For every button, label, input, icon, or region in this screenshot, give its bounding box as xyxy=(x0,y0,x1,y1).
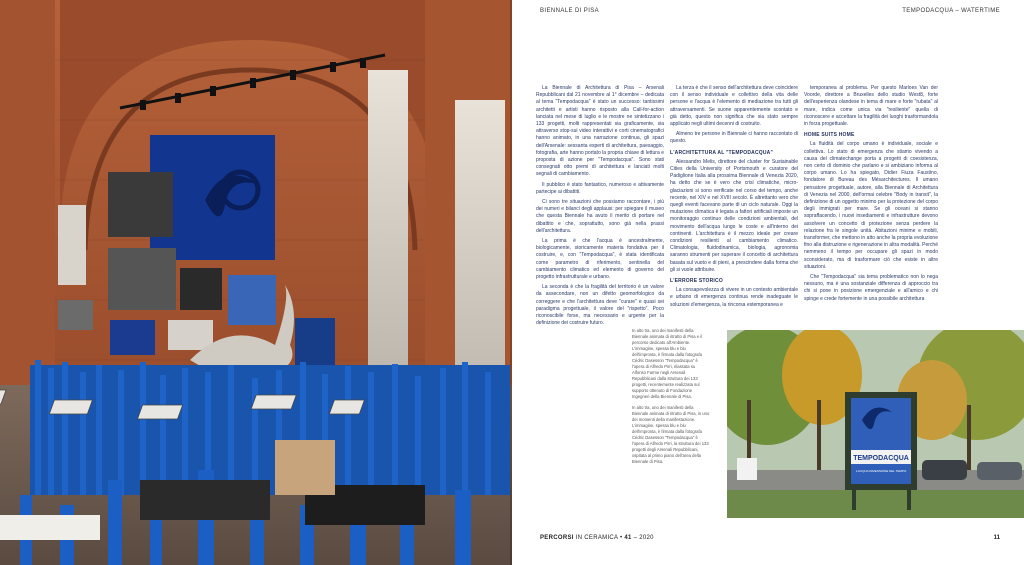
subheading: L'ARCHITETTURA AL "TEMPODACQUA" xyxy=(670,149,774,156)
issue-year: 2020 xyxy=(639,535,654,541)
wall-photo xyxy=(228,275,276,325)
text-column-1 xyxy=(536,85,664,325)
blue-pole-installation xyxy=(30,360,510,495)
photo-captions xyxy=(632,328,710,498)
magazine-name-rest: IN CERAMICA xyxy=(573,535,619,541)
window xyxy=(368,70,408,400)
subheading: HOME SUITS HOME xyxy=(804,132,855,139)
street-poster-photo xyxy=(727,330,1024,518)
car xyxy=(922,460,967,480)
magazine-name: PERCORSI xyxy=(540,535,574,541)
grass xyxy=(727,490,1024,518)
text-column-2 xyxy=(670,85,798,340)
running-header-right: TEMPODACQUA – WATERTIME xyxy=(902,8,1000,14)
wall-photo xyxy=(108,248,176,310)
text-column-3 xyxy=(804,85,938,315)
page-number: 11 xyxy=(993,535,1000,541)
paragraph: La seconda è che la fragilità del territorio è un valore da assecondare, non un difetto geomorfologico da correggere e che l'architettura deve "curare" e quasi sei paradigma progettuale, il valore del "rispetto". Poco riconoscibile forse, ma necessario e urgente per la definizione dei costruire futuro. xyxy=(536,284,664,325)
paragraph: La fluidità del corpo umano è individuale, sociale e collettiva. Lo stato di emergenza che stiamo vivendo a causa del climatechange porta a progetti di coesistenza, non certo di dominio che parlano e si ambiziano informa al corpo umano. Lo ha spiegato, Didier Fiuza Faustino, fondatore di Bureau des Mésarchitectures. Il umano pensatore progettuale, autore, alla Biennale di Architettura di Venezia nel 2000, dell'ormai celebre "Body in transit", la definizione di un oggetto minimo per la protezione del corpo degli immigrati per mare. Se gli oceani si stanno sopraffacendo, i nuovi insediamenti e infrastrutture devono assolvere un concetto di protezione senza perdere la relazione fra le singole unità. Abitazioni minime e mobili, transformer, che mettono in atto anche la propria evoluzione fino alla distruzione e rigenerazione in altra modalità. Perché nemmeno il tempo per occupare gli spazi in modo sconsiderato, ma di trasformare ciò che esiste in altre situazioni. xyxy=(804,141,938,270)
paragraph: Ci sono tre situazioni che possiamo raccontare, i più dei numeri e bilanci degli applausi: per spiegare il museo che questa Biennale ha avuto il merito di portare nel dibattito e che, soprattutto, sono già nella prassi dell'architettura. xyxy=(536,199,664,234)
car xyxy=(977,462,1022,480)
paragraph: La Biennale di Architettura di Pisa – Arsenali Repubblicani dal 21 novembre al 1° dicembre – dedicata al tema "Tempodacqua" è stato un successo: tantissimi architetti e artisti hanno risposto alla Call-for-action lanciata nel mese di luglio e le mostre ne sintetizzano i 133 progetti, molti rappresentati sia graficamente, sia attraverso stop-sui video interattivi e corti cinematografici hanno animato, in una narrazione continua, gli spazi dell'Arsenale: sessanta esperti di architettura, paesaggio, fotografia, arte hanno portato la propria chiave di lettura e proposta di azione per "Tempodacqua". Sono stati consegnati otto premi di architettura e lanciati molti segnali di cambiamento. xyxy=(536,85,664,178)
footer-separator: • xyxy=(620,535,625,541)
footer-separator: – xyxy=(633,535,640,541)
van xyxy=(737,458,757,480)
paragraph: La consapevolezza di vivere in un contesto ambientale e urbano di emergenza continua rende inadeguate le soluzioni d'emergenza, la rincorsa estemporanea e xyxy=(670,287,798,308)
wall-photo xyxy=(58,205,86,285)
street-illustration xyxy=(727,330,1024,518)
issue-number: 41 xyxy=(624,535,632,541)
paragraph: Il pubblico è stato fantastico, numeroso e attivamente partecipe ai dibattiti. xyxy=(536,181,664,195)
caption: In alto tra, uno dei manifesti della Biennale animata di ritratto di Pisa e il percorso dedicato all'Ambiente. L'immagine, spessa blu e blu dell'impronta, è firmata dalla fotografa Cédric Dasesson "Tempodacqua" è l'opera di Alfredo Pirri, rilassata su Alfonso Farme negli Arsenali Repubblicani dalla struttura dei 133 progetti, recentemente realizzata sul supporto ottenuto di Fondazione Ingegneri della Biennale di Pisa. xyxy=(632,328,703,399)
foreground-table xyxy=(0,515,100,540)
wood-sculpture xyxy=(275,440,335,495)
paragraph: Alessandro Melis, direttore del cluster for Sustainable Cities della University of Portsmouth e curatore del Padiglione Italia alla prossima Biennale di Venezia 2020, ha detto che se è vero che crisi climatiche, micro-glaciazioni si sono verificate nel corso del tempo, anche recente, nel XIV e nel XVIII secolo. È altrettanto vero che quegli eventi facevano parte di un ciclo naturale. Oggi la mutazione climatica è legata a fattori artificiali imposte un monitoraggio continuo delle condizioni ambientali, del movimento dell'acqua lungo le coste e all'interno dei continenti. L'architettura è il mezzo ideale per creare condizioni resilienti al cambiamento climatico. Climatologia, fluidodinamica, biologia, agronomia saranno strumenti per superare il concetto di architettura basata sul vuoto e di pieni, a prescindere dalla forma che gli si vuole attribuire. xyxy=(670,158,798,273)
page-footer xyxy=(540,535,654,541)
wall-photo xyxy=(108,172,173,237)
paragraph: Che "Tempodacqua" sia tema problematico non lo nega nessuno, ma è una sostanziale differenza di approccio tra chi si pone in posizione emergenziale e all'amico e chi spinge e crede fortemente in una possibile architettura xyxy=(804,274,938,302)
running-header-left: BIENNALE DI PISA xyxy=(540,8,600,14)
foreground-table xyxy=(140,480,270,520)
paragraph: Almeno tre persone in Biennale ci hanno raccontato di questo. xyxy=(670,131,798,145)
wall-photo xyxy=(110,320,155,355)
caption: In alto tra, uno dei manifesti della Biennale animata di ritratto di Pisa, in uno dei momenti della manifestazione. L'immagine, spessa blu e blu dell'impronta, è firmata dalla fotografa Cédric Dasesson "Tempodacqua" è l'opera di Alfredo Pirri, la struttura dei 133 progetti degli Arsenali Repubblicani, ospitata al primo piano dell'area della Biennale di Pisa. xyxy=(632,405,710,464)
subheading: L'ERRORE STORICO xyxy=(670,278,723,285)
billboard-leg xyxy=(907,490,911,510)
paragraph: La prima è che l'acqua è ancestralmente, biologicamente, storicamente materia fondativa per il costruire, e, con "Tempodacqua", è stata identificata come parametro di riferimento, sentinella del cambiamento climatico ed elemento di governo del progetto infrastrutturale e urbano. xyxy=(536,238,664,281)
wall-photo xyxy=(168,320,213,350)
paragraph: temporanea al problema. Per questo Marloes Van der Voorde, direttore a Bruxelles dello studio West8, forte dell'esperienza olandese in tema di mare e forte "rubata" al mare, indica come unica via "resiliente" quella di riconoscere e accettare la fragilità dei luoghi trasformandola in forza progettuale. xyxy=(804,85,938,128)
billboard-leg xyxy=(852,490,856,510)
poster-title: TEMPODACQUA xyxy=(853,455,909,462)
article-page xyxy=(512,0,1024,565)
poster-subtitle: L'ACQUA DIMENSIONE DEL TEMPO xyxy=(855,469,907,473)
wall-photo xyxy=(58,300,93,330)
wall-photo xyxy=(180,268,222,310)
paragraph: La terza è che il senso dell'architettura deve coincidere con il senso individuale e collettivo della vita delle persone e l'acqua è l'elemento di mediazione tra tutti gli attraversamenti. Se suone apparentemente scontato e già detto, questo non significa che sia stato sempre applicato negli ultimi decenni di costruito. xyxy=(670,85,798,128)
